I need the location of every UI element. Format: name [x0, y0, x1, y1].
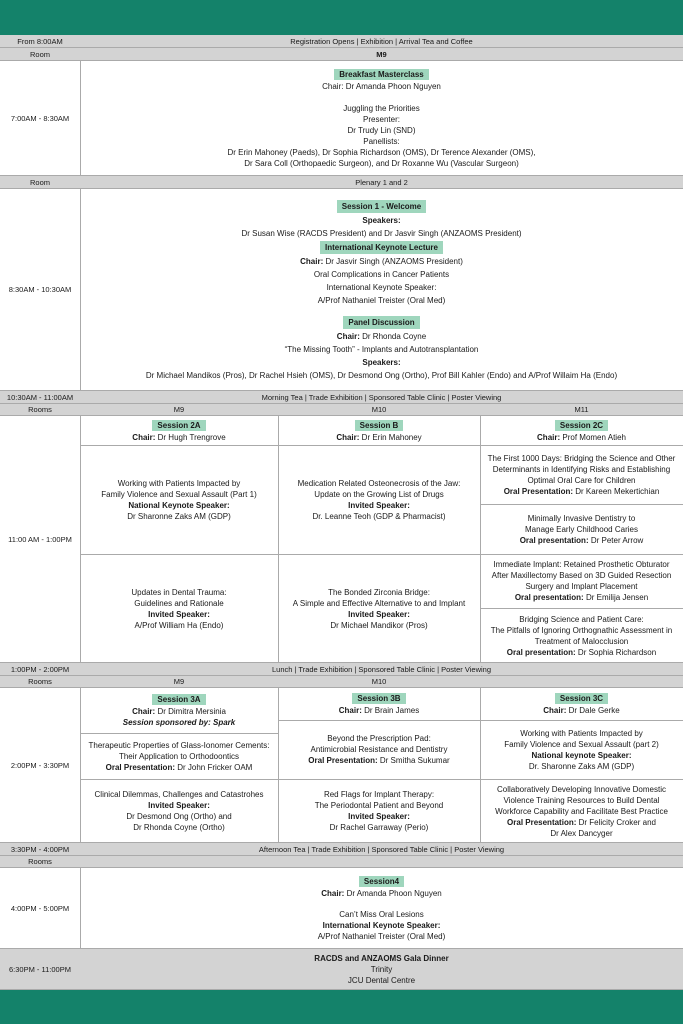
speaker-label: Oral presentation:	[506, 647, 576, 657]
talk-title: Their Application to Orthodoontics	[118, 751, 240, 761]
talk-2a-2	[80, 554, 278, 663]
speaker-label: National keynote Speaker:	[531, 750, 632, 760]
talk-2c-3	[480, 554, 683, 608]
talk-3c-2	[480, 779, 683, 843]
talk-title: Medication Related Osteonecrosis of the Jaw:	[297, 478, 461, 488]
rooms-row	[0, 856, 683, 868]
speaker-name: Dr Desmond Ong (Ortho) and	[126, 812, 232, 821]
talk-title: Surgery and Implant Placement	[525, 582, 638, 591]
chair-name: Dr Jasvir Singh (ANZAOMS President)	[323, 256, 463, 266]
talk-title: Antimicrobial Resistance and Dentistry	[310, 745, 448, 754]
session-tag: Session 3B	[352, 693, 405, 704]
talk-3b-2	[278, 779, 480, 843]
keynote-label: International Keynote Speaker:	[322, 921, 441, 930]
chair-name: Dr Dimitra Mersinia	[155, 707, 226, 716]
speaker-label: Oral Presentation:	[105, 762, 175, 772]
topic: Oral Complications in Cancer Patients	[313, 269, 450, 279]
room-m11: M11	[574, 405, 589, 414]
session-tag: Panel Discussion	[343, 316, 419, 329]
session-3c-header	[480, 688, 683, 720]
dinner-content	[80, 949, 683, 990]
chair-label: Chair:	[300, 256, 324, 266]
session-tag: Session 2C	[555, 420, 608, 431]
room-m10: M10	[371, 405, 387, 414]
speaker-label: Invited Speaker:	[348, 609, 410, 619]
session-3b-header	[278, 688, 480, 720]
talk-title: Therapeutic Properties of Glass-Ionomer Cements:	[88, 740, 270, 750]
room-m9: M9	[173, 677, 185, 686]
talk-title: The First 1000 Days: Bridging the Science and Other	[487, 453, 676, 463]
chair-label: Chair:	[537, 432, 561, 442]
talk-title: Bridging Science and Patient Care:	[519, 614, 644, 624]
rooms-label: Rooms	[28, 677, 52, 686]
speaker-name: Dr John Fricker OAM	[175, 762, 253, 772]
registration-row	[0, 35, 683, 48]
speaker-label: Oral Presentation:	[507, 817, 577, 827]
time-label: 10:30AM - 11:00AM	[6, 392, 74, 402]
session1-block	[0, 189, 683, 391]
speaker-name: Dr Rhonda Coyne (Ortho)	[133, 823, 225, 832]
time-label: 6:30PM - 11:00PM	[9, 964, 71, 974]
speaker-name: Dr Kareen Mekertichian	[573, 486, 660, 496]
session-b-header	[278, 416, 480, 445]
talk-title: Red Flags for Implant Therapy:	[323, 790, 435, 799]
speaker-name: Dr Peter Arrow	[588, 535, 644, 545]
speaker-label: Invited Speaker:	[348, 812, 410, 821]
talk-title: Collaboratively Developing Innovative Domestic	[497, 784, 666, 794]
talk-title: Family Violence and Sexual Assault (Part 1)	[101, 489, 257, 499]
dinner-title: RACDS and ANZAOMS Gala Dinner	[314, 954, 449, 963]
time-label: 7:00AM - 8:30AM	[10, 113, 70, 123]
talk-3a-2	[80, 779, 278, 843]
chair-name: Dr Hugh Trengrove	[155, 432, 226, 442]
session1-content	[80, 189, 683, 391]
room-label: Room	[29, 177, 50, 187]
keynote-name: A/Prof Nathaniel Treister (Oral Med)	[317, 932, 446, 941]
talk-title: Minimally Invasive Dentistry to	[527, 513, 636, 523]
chair-line	[337, 330, 426, 343]
break-text: Morning Tea | Trade Exhibition | Sponsored Table Clinic | Poster Viewing	[261, 392, 502, 402]
talk-3b-1	[278, 720, 480, 779]
keynote-name: A/Prof Nathaniel Treister (Oral Med)	[317, 295, 446, 305]
breakfast-block	[0, 61, 683, 176]
talk-2a-1	[80, 445, 278, 554]
header-band	[0, 0, 683, 35]
chair-name: Prof Momen Atieh	[560, 432, 626, 442]
talk-title: Update on the Growing List of Drugs	[314, 489, 444, 499]
topic: Can’t Miss Oral Lesions	[339, 910, 424, 919]
room-name: M9	[376, 49, 387, 59]
chair-name: Dr Rhonda Coyne	[359, 331, 427, 341]
talk-title: The Bonded Zirconia Bridge:	[328, 587, 430, 597]
speaker-name: Dr. Leanne Teoh (GDP & Pharmacist)	[312, 511, 446, 521]
chair-label: Chair:	[336, 432, 360, 442]
speaker-name: Dr Rachel Garraway (Perio)	[329, 823, 429, 832]
session-tag: Session 3C	[555, 693, 608, 704]
talk-title: Family Violence and Sexual Assault (part 2)	[504, 739, 659, 749]
speakers-names: Dr Susan Wise (RACDS President) and Dr Jasvir Singh (ANZAOMS President)	[241, 228, 522, 238]
speaker-label: Invited Speaker:	[348, 500, 410, 510]
session-2c-header	[480, 416, 683, 445]
talk-2c-1	[480, 445, 683, 504]
room-row	[0, 48, 683, 61]
rooms-row	[0, 676, 683, 688]
presenter-name: Dr Trudy Lin (SND)	[347, 126, 416, 135]
talk-b-2	[278, 554, 480, 663]
session3-block	[0, 688, 683, 843]
chair-name: Dr Brain James	[361, 706, 420, 715]
room-m10: M10	[371, 677, 387, 686]
talk-title: Violence Training Resources to Build Dental	[503, 795, 660, 805]
talk-title: Working with Patients Impacted by	[520, 728, 643, 738]
dinner-venue: JCU Dental Centre	[347, 976, 416, 985]
time-label: 11:00 AM - 1:00PM	[8, 534, 72, 544]
speaker-label: Oral Presentation:	[503, 486, 574, 496]
topic: Juggling the Priorities	[343, 104, 420, 113]
session4-block	[0, 868, 683, 949]
session-tag: Session 1 - Welcome	[337, 200, 426, 213]
rooms-label: Rooms	[28, 857, 52, 866]
talk-title: Workforce Capability and Facilitate Best Practice	[495, 806, 668, 816]
panellists-line1: Dr Erin Mahoney (Paeds), Dr Sophia Richardson (OMS), Dr Terence Alexander (OMS),	[227, 148, 536, 157]
time-label: 4:00PM - 5:00PM	[10, 903, 70, 913]
speaker-name: A/Prof William Ha (Endo)	[134, 620, 224, 630]
talk-title: A Simple and Effective Alternative to and Implant	[292, 598, 466, 608]
talk-title: Updates in Dental Trauma:	[131, 587, 227, 597]
talk-3a-1	[80, 733, 278, 779]
talk-title: After Maxillectomy Based on 3D Guided Resection	[491, 571, 672, 580]
talk-2c-2	[480, 504, 683, 554]
talk-3c-1	[480, 720, 683, 779]
talk-title: Immediate Implant: Retained Prosthetic Obturator	[493, 560, 670, 569]
chair-label: Chair:	[132, 707, 156, 716]
dinner-venue: Trinity	[370, 965, 393, 974]
time-label: 2:00PM - 3:30PM	[10, 760, 70, 770]
rooms-row	[0, 404, 683, 416]
talk-title: The Pitfalls of Ignoring Orthognathic Assessment in	[490, 625, 673, 635]
speaker-label: Oral presentation:	[514, 593, 584, 602]
speakers-label: Speakers:	[362, 357, 401, 367]
speaker-name: Dr Sharonne Zaks AM (GDP)	[127, 511, 231, 521]
room-label: Room	[29, 49, 50, 59]
chair-name: Dr Erin Mahoney	[359, 432, 422, 442]
session-tag: Session B	[355, 420, 404, 431]
talk-title: Manage Early Childhood Caries	[525, 524, 638, 534]
speaker-name: Dr Michael Mandikor (Pros)	[330, 620, 428, 630]
session-tag: Breakfast Masterclass	[334, 69, 429, 80]
rooms-label: Rooms	[28, 405, 52, 414]
talk-title: Guidelines and Rationale	[134, 598, 224, 608]
topic: “The Missing Tooth” - Implants and Autotransplantation	[284, 344, 479, 354]
speaker-label: Invited Speaker:	[148, 609, 210, 619]
time-label: 8:30AM - 10:30AM	[8, 285, 72, 294]
footer-band	[0, 990, 683, 1024]
time-label: 3:30PM - 4:00PM	[10, 844, 70, 854]
talk-title: Optimal Oral Care for Children	[527, 475, 636, 485]
lunch-row	[0, 663, 683, 676]
session-3a-header	[80, 688, 278, 733]
speaker-label: Oral Presentation:	[308, 756, 378, 765]
speaker-name: Dr Emilija Jensen	[583, 593, 649, 602]
break-row	[0, 391, 683, 404]
speaker-name: Dr Smitha Sukumar	[377, 756, 450, 765]
speaker-label: National Keynote Speaker:	[128, 500, 230, 510]
session-tag: Session 3A	[152, 694, 205, 705]
session-tag: International Keynote Lecture	[320, 241, 443, 254]
chair: Chair: Dr Amanda Phoon Nguyen	[322, 82, 441, 91]
speaker-name: Dr Felicity Croker and	[576, 817, 656, 827]
room-m9: M9	[173, 405, 185, 414]
afternoon-tea-row	[0, 843, 683, 856]
dinner-block	[0, 949, 683, 990]
chair-label: Chair:	[543, 706, 567, 715]
sponsor-note: Session sponsored by: Spark	[122, 718, 236, 727]
speakers-names: Dr Michael Mandikos (Pros), Dr Rachel Hsieh (OMS), Dr Desmond Ong (Ortho), Prof Bill Kahler (Endo) and A/Prof Willaim Ha (Endo)	[145, 370, 618, 380]
speaker-label: Invited Speaker:	[148, 801, 210, 810]
talk-title: Beyond the Prescription Pad:	[327, 734, 431, 743]
speaker-name: Dr Sophia Richardson	[575, 647, 657, 657]
chair-label: Chair:	[132, 432, 156, 442]
afternoon-tea-text: Afternoon Tea | Trade Exhibition | Sponsored Table Clinic | Poster Viewing	[258, 844, 505, 854]
presenter-label: Presenter:	[363, 115, 400, 124]
room-row	[0, 176, 683, 189]
session-2a-header	[80, 416, 278, 445]
talk-2c-4	[480, 608, 683, 663]
talk-b-1	[278, 445, 480, 554]
chair-label: Chair:	[338, 706, 362, 715]
panellists-line2: Dr Sara Coll (Orthopaedic Surgeon), and Dr Roxanne Wu (Vascular Surgeon)	[244, 159, 519, 168]
speakers-label: Speakers:	[362, 215, 401, 225]
session-tag: Session4	[359, 876, 404, 887]
talk-title: Working with Patients Impacted by	[117, 478, 241, 488]
talk-title: Clinical Dilemmas, Challenges and Catastrohes	[94, 790, 264, 799]
registration-text: Registration Opens | Exhibition | Arrival Tea and Coffee	[290, 36, 473, 46]
lunch-text: Lunch | Trade Exhibition | Sponsored Table Clinic | Poster Viewing	[271, 664, 492, 674]
chair-label: Chair:	[336, 331, 360, 341]
time-label: 1:00PM - 2:00PM	[10, 664, 70, 674]
chair-line	[300, 255, 463, 268]
time-label: From 8:00AM	[17, 36, 63, 46]
room-name: Plenary 1 and 2	[355, 177, 408, 187]
speaker-name: Dr Alex Dancyger	[550, 828, 613, 838]
keynote-label: International Keynote Speaker:	[326, 282, 437, 292]
talk-title: The Periodontal Patient and Beyond	[314, 801, 444, 810]
talk-title: Determinants in Identifying Risks and Establishing	[492, 464, 671, 474]
chair-name: Dr Amanda Phoon Nguyen	[344, 889, 442, 898]
session-tag: Session 2A	[152, 420, 205, 431]
speaker-label: Oral presentation:	[519, 535, 589, 545]
panellists-label: Panellists:	[363, 137, 400, 146]
speaker-name: Dr. Sharonne Zaks AM (GDP)	[528, 761, 635, 771]
talk-title: Treatment of Malocclusion	[534, 636, 629, 646]
session2-block	[0, 416, 683, 663]
chair-label: Chair:	[321, 889, 345, 898]
session4-content	[80, 868, 683, 949]
breakfast-content	[80, 61, 683, 176]
chair-name: Dr Dale Gerke	[566, 706, 620, 715]
